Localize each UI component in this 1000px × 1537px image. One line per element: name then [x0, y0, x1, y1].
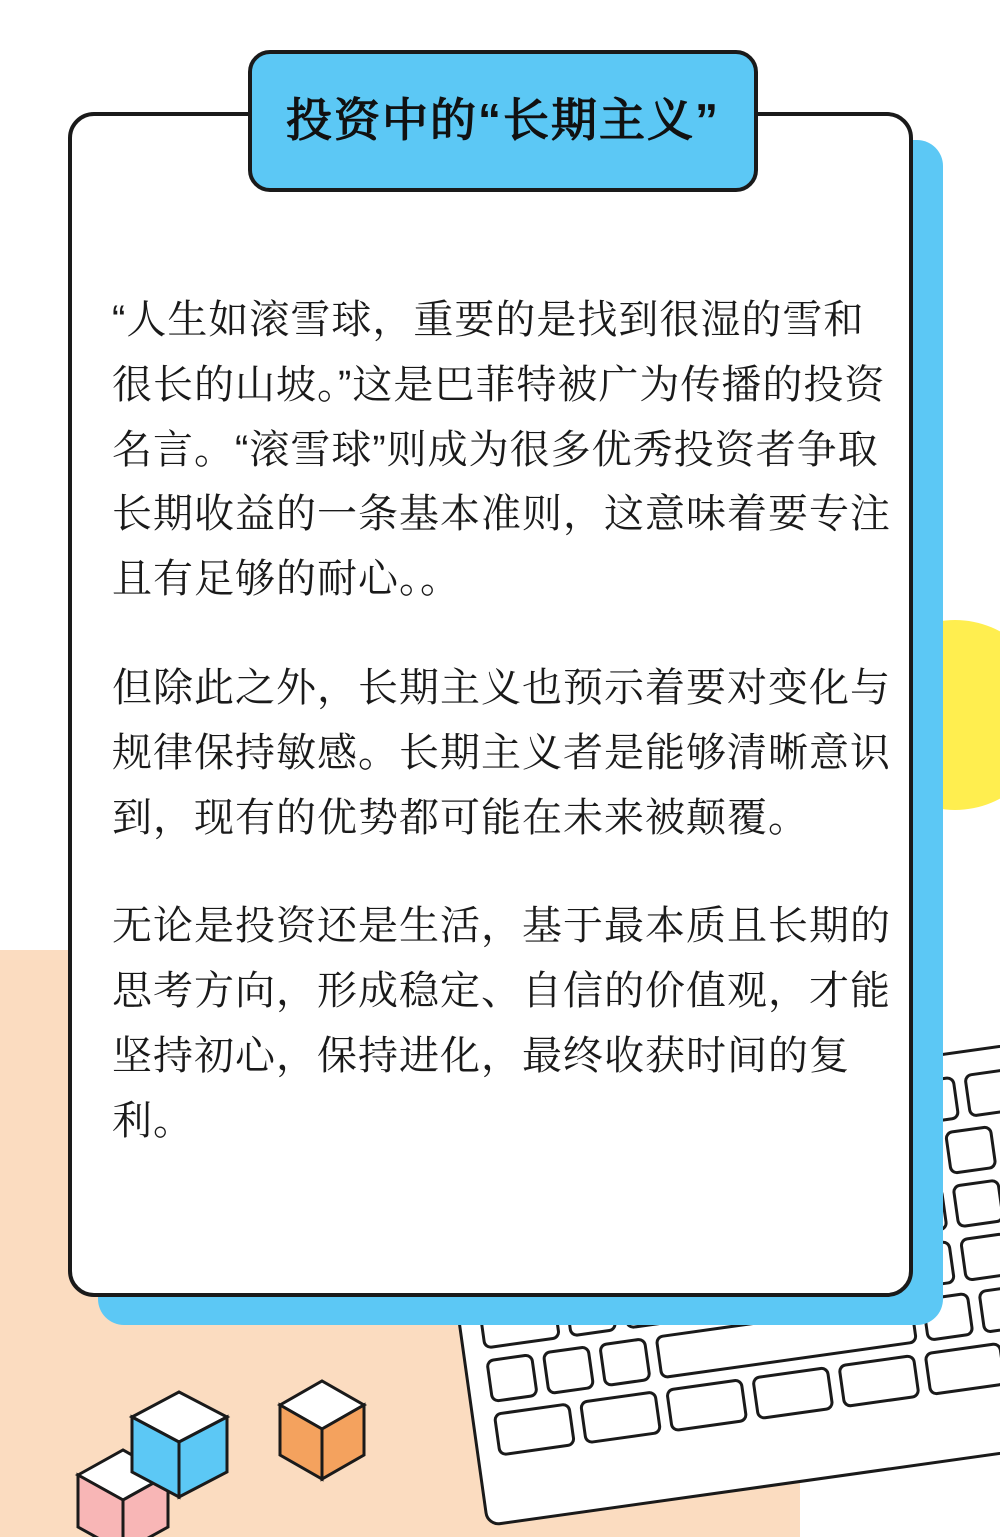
keyboard-key: [598, 1337, 652, 1387]
paragraph-3: 无论是投资还是生活，基于最本质且长期的思考方向，形成稳定、自信的价值观，才能坚持初心，保持进化，最终收获时间的复利。: [112, 904, 891, 1143]
cube-blue: [122, 1382, 237, 1507]
keyboard-key: [944, 1125, 998, 1175]
keyboard-key: [951, 1178, 1000, 1228]
content-card: [68, 112, 913, 1297]
paragraph-2: 但除此之外，长期主义也预示着要对变化与规律保持敏感。长期主义者是能够清晰意识到，现有的优势都可能在未来被颠覆。: [112, 665, 891, 840]
keyboard-key: [959, 1232, 1000, 1282]
keyboard-key: [977, 1284, 1000, 1334]
page-title: 投资中的“长期主义”: [286, 94, 720, 147]
keyboard-key: [963, 1068, 1000, 1118]
cube-orange: [272, 1373, 372, 1488]
title-banner: [248, 50, 758, 192]
article-body: [72, 116, 891, 1154]
title-banner-inner: [252, 93, 754, 148]
keyboard-key: [542, 1345, 596, 1395]
paragraph-1: “人生如滚雪球，重要的是找到很湿的雪和很长的山坡。”这是巴菲特被广为传播的投资名言。“滚雪球”则成为很多优秀投资者争取长期收益的一条基本准则，这意味着要专注且有足够的耐心。。: [112, 298, 891, 602]
keyboard-key: [485, 1353, 539, 1403]
